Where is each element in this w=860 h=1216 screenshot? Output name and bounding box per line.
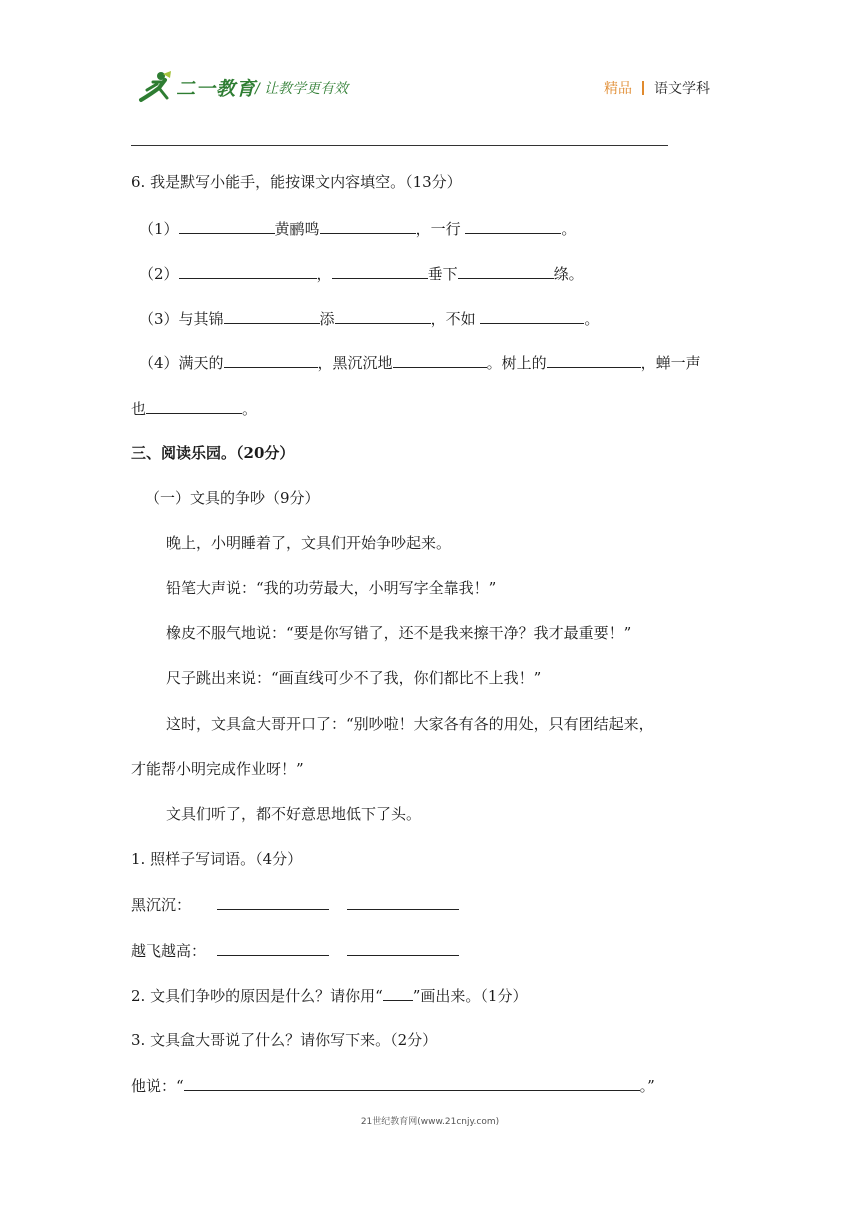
answer-blank[interactable] [224, 352, 318, 368]
text: 2. 文具们争吵的原因是什么？请你用“ [131, 987, 383, 1005]
answer-blank[interactable] [465, 218, 561, 234]
underline-sample [383, 985, 413, 1001]
question-1-title: 1. 照样子写词语。（4分） [131, 850, 303, 868]
answer-blank[interactable] [547, 352, 641, 368]
premium-label: 精品 [604, 81, 632, 97]
passage-paragraph: 铅笔大声说：“我的功劳最大，小明写字全靠我！” [166, 579, 497, 597]
text: ， [316, 265, 332, 283]
answer-blank[interactable] [217, 894, 329, 910]
logo-text: 二一教育 [176, 77, 257, 100]
passage-paragraph: 尺子跳出来说：“画直线可少不了我，你们都比不上我！” [166, 669, 542, 687]
question-2 [131, 985, 527, 1006]
passage-paragraph: 橡皮不服气地说：“要是你写错了，还不是我来擦干净？我才最重要！” [166, 624, 632, 642]
text: 越飞越高： [131, 942, 207, 960]
logo [137, 70, 256, 104]
text: 也 [131, 400, 147, 418]
answer-blank[interactable] [347, 940, 459, 956]
text: ，黑沉沉地 [317, 354, 393, 372]
text: ，一行 [415, 220, 461, 238]
text: ”画出来。（1分） [412, 987, 528, 1005]
q6-line-2 [139, 263, 584, 284]
slogan: / 让教学更有效 [255, 81, 349, 97]
text: 。树上的 [486, 354, 547, 372]
question-1-example-1 [131, 894, 459, 915]
passage-paragraph: 文具们听了，都不好意思地低下了头。 [166, 805, 422, 823]
header-rule [131, 145, 668, 146]
answer-blank[interactable] [480, 308, 584, 324]
q6-line-4 [139, 352, 701, 373]
passage-paragraph: 才能帮小明完成作业呀！” [131, 760, 304, 778]
brand-divider [642, 81, 644, 95]
text: 黄鹂鸣 [274, 220, 320, 238]
passage-paragraph: 这时，文具盒大哥开口了：“别吵啦！大家各有各的用处，只有团结起来， [166, 715, 654, 733]
subject-label: 语文学科 [654, 81, 710, 97]
q6-line-1 [139, 218, 576, 239]
question-1-example-2 [131, 940, 459, 961]
q6-line-5 [131, 398, 257, 419]
answer-blank[interactable] [347, 894, 459, 910]
text: （4）满天的 [139, 354, 224, 372]
brand-label [604, 78, 710, 98]
answer-blank[interactable] [335, 308, 431, 324]
text: 。 [242, 400, 258, 418]
text: 。 [561, 220, 577, 238]
text: 绦。 [553, 265, 584, 283]
text: ，不如 [430, 310, 476, 328]
text: 他说：“ [131, 1077, 184, 1095]
passage-paragraph: 晚上，小明睡着了，文具们开始争吵起来。 [166, 534, 452, 552]
text: （2） [139, 265, 179, 283]
text: 垂下 [427, 265, 458, 283]
text: 添 [319, 310, 335, 328]
reading-1-title: （一）文具的争吵（9分） [145, 489, 320, 507]
text: （3）与其锦 [139, 310, 224, 328]
answer-blank[interactable] [332, 263, 428, 279]
answer-blank[interactable] [320, 218, 416, 234]
answer-blank[interactable] [224, 308, 320, 324]
answer-blank[interactable] [217, 940, 329, 956]
answer-blank[interactable] [179, 218, 275, 234]
answer-blank[interactable] [184, 1075, 640, 1091]
text: 。” [639, 1077, 655, 1095]
q6-title: 6. 我是默写小能手，能按课文内容填空。（13分） [131, 173, 462, 191]
page-footer: 21世纪教育网(www.21cnjy.com) [360, 1117, 500, 1127]
text: ，蝉一声 [640, 354, 701, 372]
text: 黑沉沉： [131, 896, 192, 914]
question-3-answer [131, 1075, 655, 1096]
text: 。 [584, 310, 600, 328]
answer-blank[interactable] [458, 263, 554, 279]
runner-logo-icon [137, 70, 175, 104]
answer-blank[interactable] [179, 263, 317, 279]
question-3-title: 3. 文具盒大哥说了什么？请你写下来。（2分） [131, 1031, 438, 1049]
q6-line-3 [139, 308, 599, 329]
answer-blank[interactable] [146, 398, 242, 414]
page-header [0, 0, 860, 110]
section-3-title: 三、阅读乐园。（20分） [131, 444, 295, 462]
text: （1） [139, 220, 179, 238]
answer-blank[interactable] [393, 352, 487, 368]
